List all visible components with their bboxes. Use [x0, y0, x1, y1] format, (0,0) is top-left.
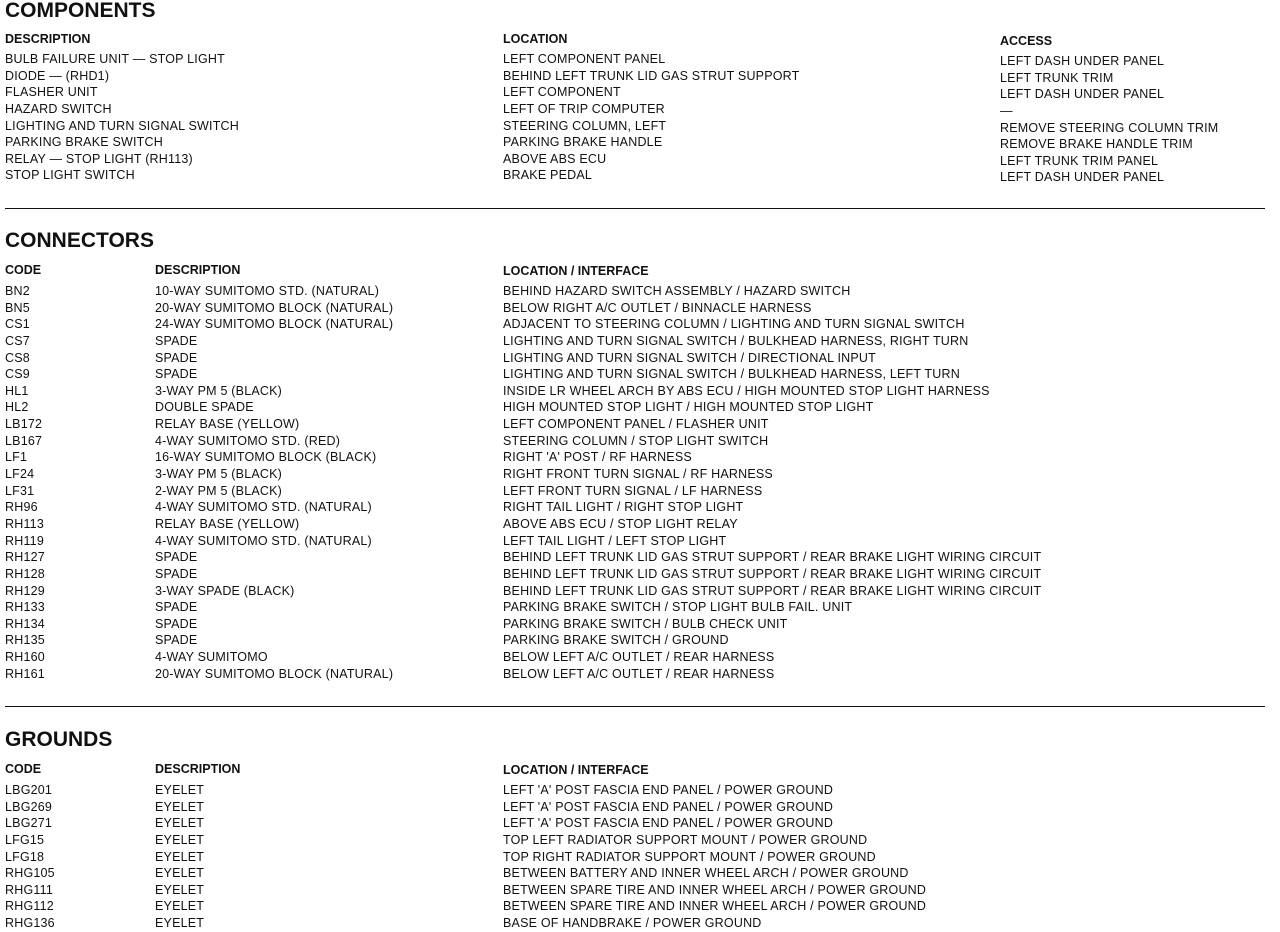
cell-location: PARKING BRAKE HANDLE	[503, 135, 663, 150]
table-row	[5, 68, 1265, 85]
components-header-access: ACCESS	[1000, 34, 1053, 48]
cell-description: 3-WAY SPADE (BLACK)	[155, 583, 295, 598]
cell-location: BEHIND LEFT TRUNK LID GAS STRUT SUPPORT	[503, 68, 800, 83]
table-row	[5, 616, 1265, 633]
table-row	[5, 666, 1265, 683]
table-row	[5, 898, 1265, 915]
section-divider	[5, 208, 1265, 209]
cell-location: BEHIND LEFT TRUNK LID GAS STRUT SUPPORT / REAR BRAKE LIGHT WIRING CIRCUIT	[503, 566, 1042, 581]
cell-description: 3-WAY PM 5 (BLACK)	[155, 467, 283, 482]
cell-description: SPADE	[155, 350, 198, 365]
cell-location: BELOW RIGHT A/C OUTLET / BINNACLE HARNESS	[503, 300, 812, 315]
connectors-table	[5, 283, 1265, 682]
table-row	[5, 583, 1265, 600]
cell-location: PARKING BRAKE SWITCH / STOP LIGHT BULB FAIL. UNIT	[503, 600, 853, 615]
cell-description: SPADE	[155, 367, 198, 382]
cell-code: RH128	[5, 566, 45, 581]
cell-code: LBG201	[5, 783, 53, 797]
connectors-header-description: DESCRIPTION	[155, 263, 241, 277]
cell-description: EYELET	[155, 866, 205, 881]
cell-code: RHG112	[5, 899, 54, 914]
cell-description: 3-WAY PM 5 (BLACK)	[155, 383, 283, 398]
cell-code: BN5	[5, 300, 30, 315]
cell-location: BEHIND LEFT TRUNK LID GAS STRUT SUPPORT / REAR BRAKE LIGHT WIRING CIRCUIT	[503, 583, 1042, 598]
cell-access: LEFT DASH UNDER PANEL	[1000, 87, 1165, 102]
table-row	[5, 499, 1265, 516]
cell-description: PARKING BRAKE SWITCH	[5, 135, 163, 150]
cell-location: BEHIND HAZARD SWITCH ASSEMBLY / HAZARD SWITCH	[503, 284, 851, 298]
table-row	[5, 84, 1265, 101]
cell-description: FLASHER UNIT	[5, 85, 98, 100]
cell-location: BETWEEN BATTERY AND INNER WHEEL ARCH / POWER GROUND	[503, 866, 909, 881]
cell-code: LFG15	[5, 832, 45, 847]
cell-description: DOUBLE SPADE	[155, 400, 254, 415]
table-row	[5, 283, 1265, 300]
components-title: COMPONENTS	[5, 0, 156, 22]
connectors-title: CONNECTORS	[5, 229, 154, 252]
cell-code: CS9	[5, 367, 30, 382]
table-row	[5, 416, 1265, 433]
cell-location: BEHIND LEFT TRUNK LID GAS STRUT SUPPORT / REAR BRAKE LIGHT WIRING CIRCUIT	[503, 550, 1042, 565]
table-row	[5, 333, 1265, 350]
cell-location: STEERING COLUMN, LEFT	[503, 118, 667, 133]
cell-location: BETWEEN SPARE TIRE AND INNER WHEEL ARCH / POWER GROUND	[503, 899, 927, 914]
cell-code: RH134	[5, 616, 45, 631]
cell-code: BN2	[5, 284, 30, 298]
cell-code: LF31	[5, 483, 35, 498]
cell-location: LEFT TAIL LIGHT / LEFT STOP LIGHT	[503, 533, 727, 548]
cell-location: STEERING COLUMN / STOP LIGHT SWITCH	[503, 433, 769, 448]
cell-code: RH161	[5, 666, 45, 681]
table-row	[5, 815, 1265, 832]
cell-location: LEFT COMPONENT PANEL	[503, 52, 666, 66]
cell-description: 4-WAY SUMITOMO STD. (NATURAL)	[155, 533, 372, 548]
cell-description: SPADE	[155, 550, 198, 565]
cell-code: LBG269	[5, 799, 53, 814]
cell-description: EYELET	[155, 832, 205, 847]
table-row	[5, 366, 1265, 383]
cell-code: RH113	[5, 516, 44, 531]
grounds-header-code: CODE	[5, 762, 42, 776]
cell-access: LEFT DASH UNDER PANEL	[1000, 170, 1165, 185]
cell-description: 4-WAY SUMITOMO	[155, 650, 268, 665]
cell-description: EYELET	[155, 849, 205, 864]
cell-code: CS1	[5, 317, 30, 332]
cell-code: RHG136	[5, 916, 55, 931]
cell-location: LEFT 'A' POST FASCIA END PANEL / POWER GROUND	[503, 816, 834, 831]
table-row	[5, 118, 1265, 135]
cell-code: LB172	[5, 417, 43, 432]
components-table	[5, 51, 1265, 184]
cell-description: EYELET	[155, 882, 205, 897]
cell-location: PARKING BRAKE SWITCH / GROUND	[503, 633, 729, 648]
cell-code: LF1	[5, 450, 28, 465]
table-row	[5, 566, 1265, 583]
connectors-header-code: CODE	[5, 263, 42, 277]
cell-description: EYELET	[155, 916, 205, 931]
cell-description: SPADE	[155, 333, 198, 348]
table-row	[5, 516, 1265, 533]
cell-location: BELOW LEFT A/C OUTLET / REAR HARNESS	[503, 666, 775, 681]
cell-access: LEFT TRUNK TRIM	[1000, 70, 1114, 85]
table-row	[5, 549, 1265, 566]
cell-access: REMOVE BRAKE HANDLE TRIM	[1000, 137, 1193, 152]
table-row	[5, 433, 1265, 450]
cell-description: 4-WAY SUMITOMO STD. (RED)	[155, 433, 341, 448]
cell-description: SPADE	[155, 616, 198, 631]
cell-location: HIGH MOUNTED STOP LIGHT / HIGH MOUNTED STOP LIGHT	[503, 400, 874, 415]
cell-code: CS8	[5, 350, 30, 365]
cell-location: LEFT OF TRIP COMPUTER	[503, 101, 665, 116]
cell-description: SPADE	[155, 600, 198, 615]
table-row	[5, 649, 1265, 666]
cell-description: EYELET	[155, 783, 205, 797]
cell-description: RELAY BASE (YELLOW)	[155, 417, 300, 432]
cell-location: ABOVE ABS ECU	[503, 151, 607, 166]
cell-access: REMOVE STEERING COLUMN TRIM	[1000, 120, 1219, 135]
cell-description: RELAY — STOP LIGHT (RH113)	[5, 151, 193, 166]
cell-code: RHG105	[5, 866, 55, 881]
cell-location: LIGHTING AND TURN SIGNAL SWITCH / DIRECTIONAL INPUT	[503, 350, 876, 365]
cell-code: LF24	[5, 467, 35, 482]
cell-description: 4-WAY SUMITOMO STD. (NATURAL)	[155, 500, 372, 515]
cell-location: RIGHT 'A' POST / RF HARNESS	[503, 450, 692, 465]
cell-description: RELAY BASE (YELLOW)	[155, 516, 300, 531]
cell-code: LB167	[5, 433, 43, 448]
cell-location: LEFT 'A' POST FASCIA END PANEL / POWER GROUND	[503, 799, 834, 814]
table-row	[5, 533, 1265, 550]
cell-description: EYELET	[155, 899, 205, 914]
cell-description: EYELET	[155, 799, 205, 814]
cell-description: 2-WAY PM 5 (BLACK)	[155, 483, 283, 498]
table-row	[5, 151, 1265, 168]
table-row	[5, 101, 1265, 118]
table-row	[5, 167, 1265, 184]
components-header-description: DESCRIPTION	[5, 32, 91, 46]
cell-code: HL1	[5, 383, 29, 398]
cell-location: ADJACENT TO STEERING COLUMN / LIGHTING AND TURN SIGNAL SWITCH	[503, 317, 965, 332]
cell-code: RH119	[5, 533, 44, 548]
components-header-location: LOCATION	[503, 32, 568, 46]
cell-location: BRAKE PEDAL	[503, 168, 593, 183]
cell-description: 20-WAY SUMITOMO BLOCK (NATURAL)	[155, 666, 394, 681]
table-row	[5, 134, 1265, 151]
cell-description: 20-WAY SUMITOMO BLOCK (NATURAL)	[155, 300, 394, 315]
cell-location: INSIDE LR WHEEL ARCH BY ABS ECU / HIGH MOUNTED STOP LIGHT HARNESS	[503, 383, 990, 398]
table-row	[5, 915, 1265, 932]
cell-location: TOP LEFT RADIATOR SUPPORT MOUNT / POWER GROUND	[503, 832, 868, 847]
grounds-table	[5, 782, 1265, 932]
table-row	[5, 350, 1265, 367]
cell-location: LEFT COMPONENT	[503, 85, 621, 100]
cell-location: PARKING BRAKE SWITCH / BULB CHECK UNIT	[503, 616, 788, 631]
connectors-header-location: LOCATION / INTERFACE	[503, 264, 649, 278]
table-row	[5, 449, 1265, 466]
cell-access: LEFT TRUNK TRIM PANEL	[1000, 153, 1159, 168]
table-row	[5, 300, 1265, 317]
cell-code: RH133	[5, 600, 45, 615]
table-row	[5, 865, 1265, 882]
cell-location: BELOW LEFT A/C OUTLET / REAR HARNESS	[503, 650, 775, 665]
cell-description: SPADE	[155, 566, 198, 581]
table-row	[5, 399, 1265, 416]
table-row	[5, 632, 1265, 649]
cell-location: BETWEEN SPARE TIRE AND INNER WHEEL ARCH / POWER GROUND	[503, 882, 927, 897]
cell-description: STOP LIGHT SWITCH	[5, 168, 135, 183]
table-row	[5, 316, 1265, 333]
cell-location: BASE OF HANDBRAKE / POWER GROUND	[503, 916, 762, 931]
table-row	[5, 832, 1265, 849]
grounds-header-description: DESCRIPTION	[155, 762, 241, 776]
section-divider	[5, 706, 1265, 707]
cell-code: HL2	[5, 400, 29, 415]
cell-description: 16-WAY SUMITOMO BLOCK (BLACK)	[155, 450, 377, 465]
cell-code: RH160	[5, 650, 45, 665]
cell-location: RIGHT FRONT TURN SIGNAL / RF HARNESS	[503, 467, 773, 482]
table-row	[5, 466, 1265, 483]
cell-location: LIGHTING AND TURN SIGNAL SWITCH / BULKHEAD HARNESS, RIGHT TURN	[503, 333, 969, 348]
cell-access: LEFT DASH UNDER PANEL	[1000, 54, 1165, 68]
cell-description: SPADE	[155, 633, 198, 648]
cell-description: DIODE — (RHD1)	[5, 68, 110, 83]
grounds-header-location: LOCATION / INTERFACE	[503, 763, 649, 777]
table-row	[5, 599, 1265, 616]
table-row	[5, 799, 1265, 816]
table-row	[5, 882, 1265, 899]
cell-description: EYELET	[155, 816, 205, 831]
cell-location: LEFT COMPONENT PANEL / FLASHER UNIT	[503, 417, 769, 432]
cell-description: LIGHTING AND TURN SIGNAL SWITCH	[5, 118, 240, 133]
cell-code: RH135	[5, 633, 45, 648]
cell-code: CS7	[5, 333, 30, 348]
cell-location: LIGHTING AND TURN SIGNAL SWITCH / BULKHEAD HARNESS, LEFT TURN	[503, 367, 960, 382]
cell-code: RH127	[5, 550, 45, 565]
cell-code: RH96	[5, 500, 38, 515]
cell-code: RH129	[5, 583, 45, 598]
cell-code: RHG111	[5, 882, 53, 897]
cell-access: —	[1000, 103, 1013, 118]
table-row	[5, 782, 1265, 799]
cell-location: RIGHT TAIL LIGHT / RIGHT STOP LIGHT	[503, 500, 744, 515]
grounds-title: GROUNDS	[5, 728, 113, 751]
cell-description: HAZARD SWITCH	[5, 101, 112, 116]
cell-location: LEFT FRONT TURN SIGNAL / LF HARNESS	[503, 483, 763, 498]
cell-code: LFG18	[5, 849, 45, 864]
table-row	[5, 383, 1265, 400]
cell-code: LBG271	[5, 816, 53, 831]
cell-description: 24-WAY SUMITOMO BLOCK (NATURAL)	[155, 317, 394, 332]
table-row	[5, 51, 1265, 68]
table-row	[5, 849, 1265, 866]
cell-location: TOP RIGHT RADIATOR SUPPORT MOUNT / POWER GROUND	[503, 849, 876, 864]
cell-location: ABOVE ABS ECU / STOP LIGHT RELAY	[503, 516, 738, 531]
cell-description: 10-WAY SUMITOMO STD. (NATURAL)	[155, 284, 380, 298]
table-row	[5, 483, 1265, 500]
cell-location: LEFT 'A' POST FASCIA END PANEL / POWER GROUND	[503, 783, 834, 797]
cell-description: BULB FAILURE UNIT — STOP LIGHT	[5, 52, 225, 66]
